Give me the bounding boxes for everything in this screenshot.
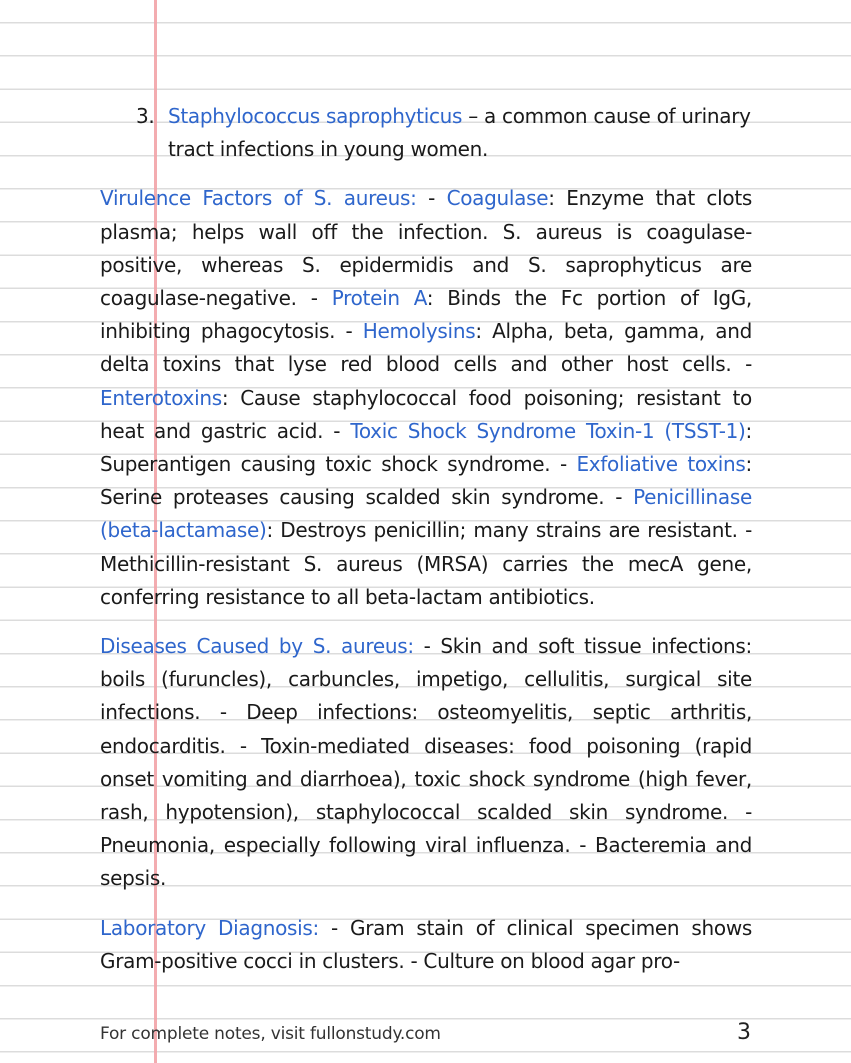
lab-paragraph [100, 912, 752, 978]
diseases-heading: Diseases Caused by S. aureus: [100, 634, 414, 659]
text-span: : Cause staphylococcal food poisoning; resistant to heat and gastric acid. - [100, 385, 752, 443]
term-hemolysins: Hemolysins [362, 319, 476, 344]
list-item-3 [136, 100, 752, 166]
lab-heading: Laboratory Diagnosis: [100, 915, 319, 940]
list-text [168, 100, 752, 166]
page-number: 3 [737, 1020, 751, 1045]
text-span: - [416, 186, 447, 211]
virulence-paragraph [100, 182, 752, 614]
term-s-saprophyticus: Staphylococcus saprophyticus [168, 104, 463, 128]
footer-note: For complete notes, visit fullonstudy.com [100, 1024, 441, 1044]
text-span: : Binds the Fc portion of IgG, inhibiting phagocytosis. - [100, 286, 752, 344]
text-span: : Superantigen causing toxic shock syndrome. - [100, 418, 752, 477]
term-tsst1: Toxic Shock Syndrome Toxin-1 (TSST-1) [350, 418, 746, 443]
term-coagulase: Coagulase [446, 186, 549, 211]
term-protein-a: Protein A [331, 286, 427, 311]
diseases-paragraph [100, 630, 752, 896]
term-enterotoxins: Enterotoxins [100, 385, 222, 410]
term-penicillinase: Penicillinase (beta-lactamase) [100, 485, 752, 543]
text-span: : Destroys penicillin; many strains are resistant. - Methicillin-resistant S. aureus (MRSA) carries the mecA gene, conferring resistance to all beta-lactam antibiotics. [100, 518, 752, 609]
text-span: : Alpha, beta, gamma, and delta toxins that lyse red blood cells and other host cells. - [100, 319, 752, 377]
text-span: : Serine proteases causing scalded skin syndrome. - [100, 452, 752, 510]
term-exfoliative-toxins: Exfoliative toxins [576, 452, 746, 477]
diseases-body: - Skin and soft tissue infections: boils (furuncles), carbuncles, impetigo, cellulitis, surgical site infections. - Deep infections: osteomyelitis, septic arthritis, endocarditis. - Toxin-mediated diseases: food poisoning (rapid onset vomiting and diarrhoea), toxic shock syndrome (high fever, rash, hypotension), staphylococcal scalded skin syndrome. - Pneumonia, especially following viral influenza. - Bacteremia and sepsis. [100, 634, 752, 891]
text-span: : Enzyme that clots plasma; helps wall off the infection. S. aureus is coagulase-positive, whereas S. epidermidis and S. saprophyticus are coagulase-negative. - [100, 186, 752, 311]
virulence-heading: Virulence Factors of S. aureus: [100, 186, 417, 211]
list-number: 3. [136, 104, 155, 128]
item3-description: – a common cause of urinary tract infections in young women. [168, 104, 751, 162]
page-content [100, 100, 752, 994]
lab-body: - Gram stain of clinical specimen shows Gram-positive cocci in clusters. - Culture on blood agar pro- [100, 915, 752, 973]
